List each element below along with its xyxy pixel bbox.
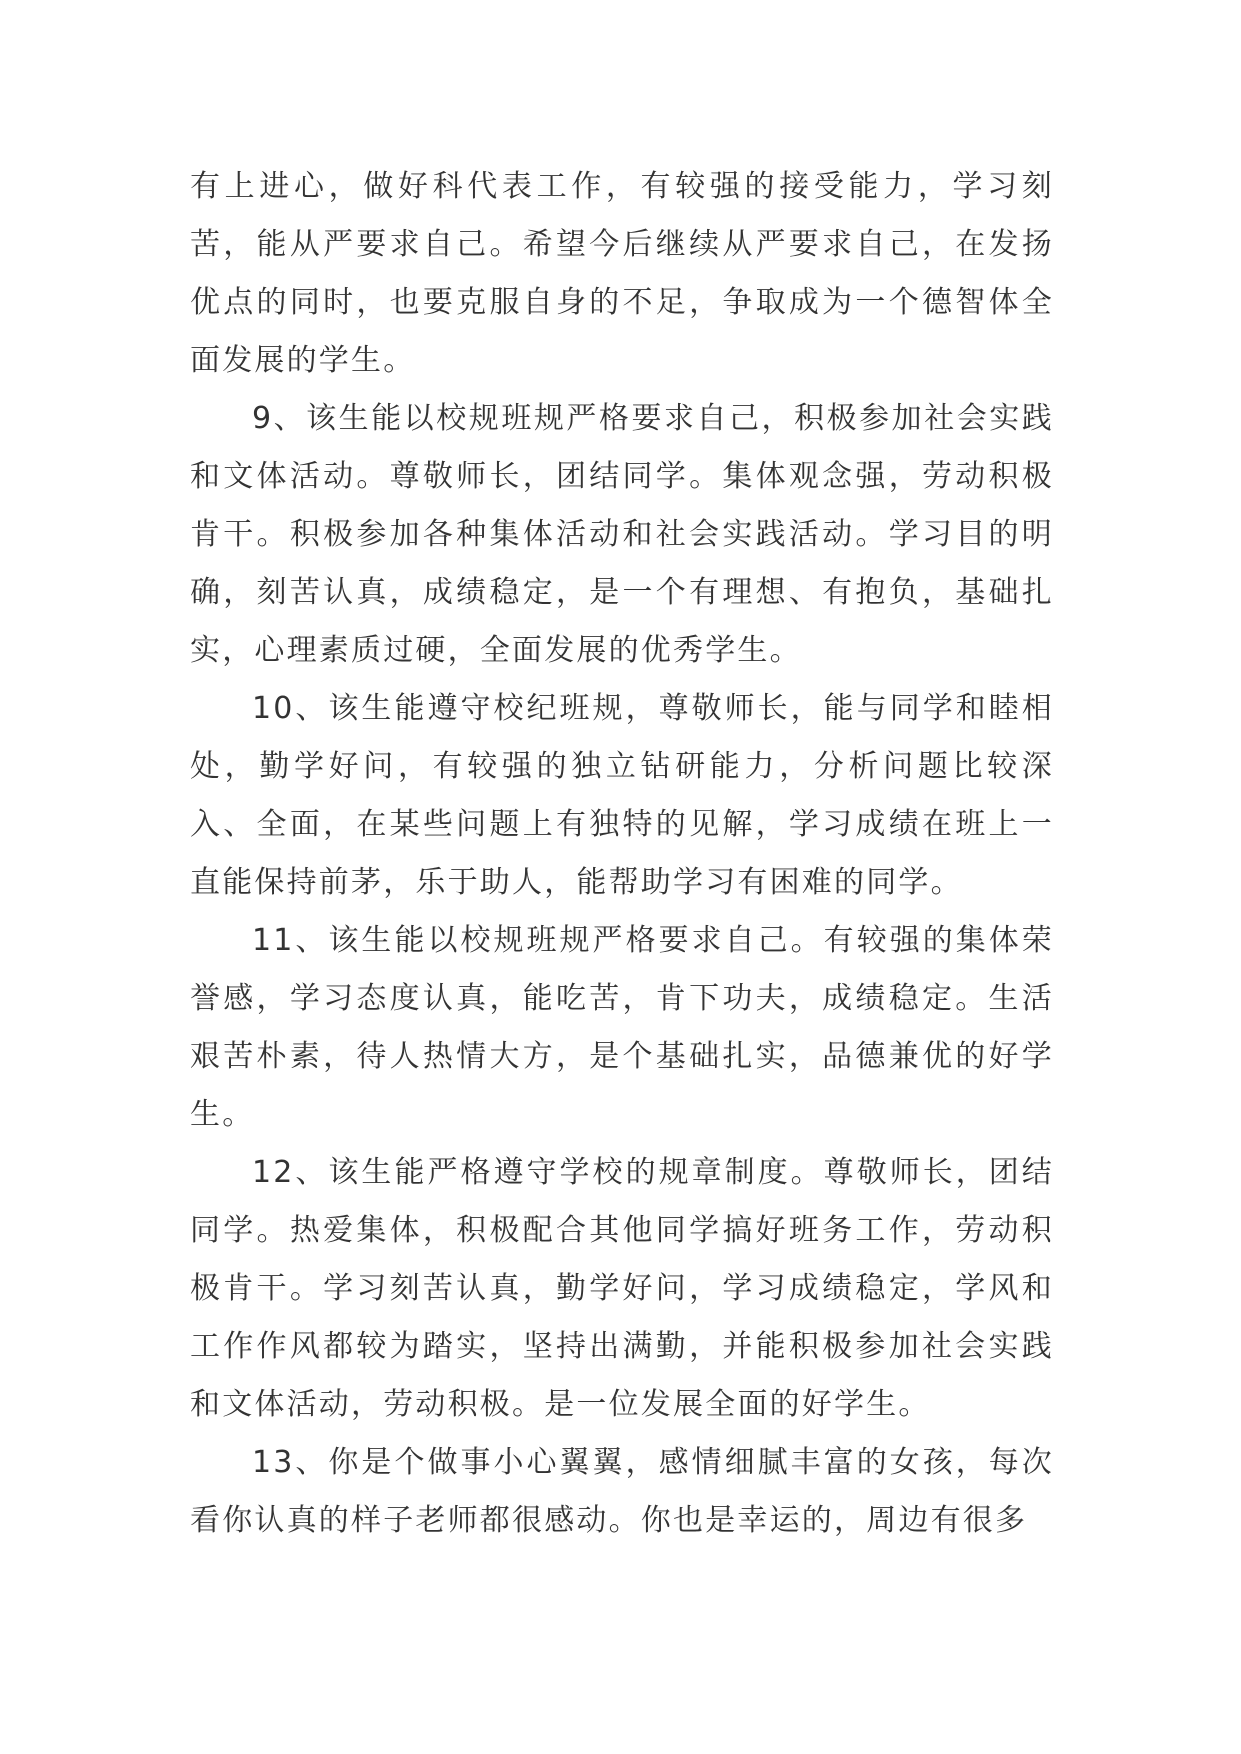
paragraph-item-12: 12、该生能严格遵守学校的规章制度。尊敬师长，团结同学。热爱集体，积极配合其他同学搞好班务工作，劳动积极肯干。学习刻苦认真，勤学好问，学习成绩稳定，学风和工作作风都较为踏实，坚持出满勤，并能积极参加社会实践和文体活动，劳动积极。是一位发展全面的好学生。: [190, 1155, 1054, 1422]
paragraph-continuation: 有上进心，做好科代表工作，有较强的接受能力，学习刻苦，能从严要求自己。希望今后继续从严要求自己，在发扬优点的同时，也要克服自身的不足，争取成为一个德智体全面发展的学生。: [190, 169, 1054, 378]
document-body: [190, 158, 1054, 1550]
paragraph-item-11: 11、该生能以校规班规严格要求自己。有较强的集体荣誉感，学习态度认真，能吃苦，肯下功夫，成绩稳定。生活艰苦朴素，待人热情大方，是个基础扎实，品德兼优的好学生。: [190, 923, 1054, 1132]
paragraph-item-10: 10、该生能遵守校纪班规，尊敬师长，能与同学和睦相处，勤学好问，有较强的独立钻研能力，分析问题比较深入、全面，在某些问题上有独特的见解，学习成绩在班上一直能保持前茅，乐于助人，能帮助学习有困难的同学。: [190, 691, 1054, 900]
paragraph-item-13: 13、你是个做事小心翼翼，感情细腻丰富的女孩，每次看你认真的样子老师都很感动。你也是幸运的，周边有很多: [190, 1445, 1054, 1538]
paragraph-item-9: 9、该生能以校规班规严格要求自己，积极参加社会实践和文体活动。尊敬师长，团结同学。集体观念强，劳动积极肯干。积极参加各种集体活动和社会实践活动。学习目的明确，刻苦认真，成绩稳定，是一个有理想、有抱负，基础扎实，心理素质过硬，全面发展的优秀学生。: [190, 401, 1054, 668]
